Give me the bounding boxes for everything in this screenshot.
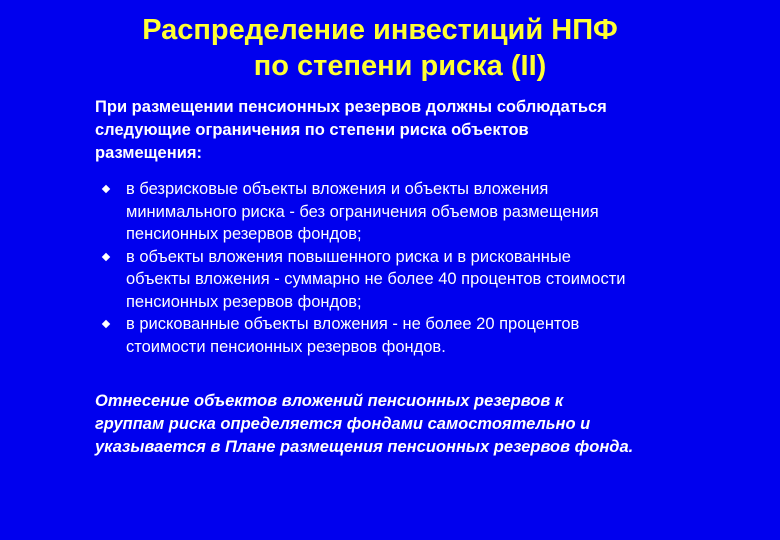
intro-line: размещения: <box>95 144 202 162</box>
list-item <box>100 313 760 358</box>
list-item-text <box>126 313 760 358</box>
list-item <box>100 178 760 246</box>
conclusion-line: указывается в Плане размещения пенсионных резервов фонда. <box>95 438 634 456</box>
intro-paragraph <box>95 96 755 165</box>
diamond-bullet-icon <box>102 252 110 260</box>
conclusion-line: группам риска определяется фондами самостоятельно и <box>95 415 591 433</box>
list-item-text <box>126 246 760 314</box>
conclusion-paragraph <box>95 390 765 459</box>
list-item-line: стоимости пенсионных резервов фондов. <box>126 337 446 356</box>
list-item-line: в рискованные объекты вложения - не более 20 процентов <box>126 315 580 333</box>
title-line-2: по степени риска (II) <box>253 50 547 82</box>
conclusion-line: Отнесение объектов вложений пенсионных резервов к <box>95 392 564 410</box>
restrictions-list <box>100 178 760 358</box>
intro-line: При размещении пенсионных резервов должны соблюдаться <box>95 98 607 116</box>
diamond-bullet-icon <box>102 185 110 193</box>
list-item-line: минимального риска - без ограничения объемов размещения <box>126 202 599 221</box>
list-item-text <box>126 178 760 246</box>
title-line-1: Распределение инвестиций НПФ <box>142 14 618 46</box>
diamond-bullet-icon <box>102 320 110 328</box>
list-item-line: объекты вложения - суммарно не более 40 процентов стоимости <box>126 270 626 288</box>
intro-line: следующие ограничения по степени риска объектов <box>95 121 529 139</box>
list-item-line: в объекты вложения повышенного риска и в рискованные <box>126 247 571 266</box>
list-item <box>100 246 760 314</box>
list-item-line: в безрисковые объекты вложения и объекты вложения <box>126 180 549 198</box>
list-item-line: пенсионных резервов фондов; <box>126 292 362 311</box>
list-item-line: пенсионных резервов фондов; <box>126 225 362 243</box>
slide-title <box>0 12 780 84</box>
